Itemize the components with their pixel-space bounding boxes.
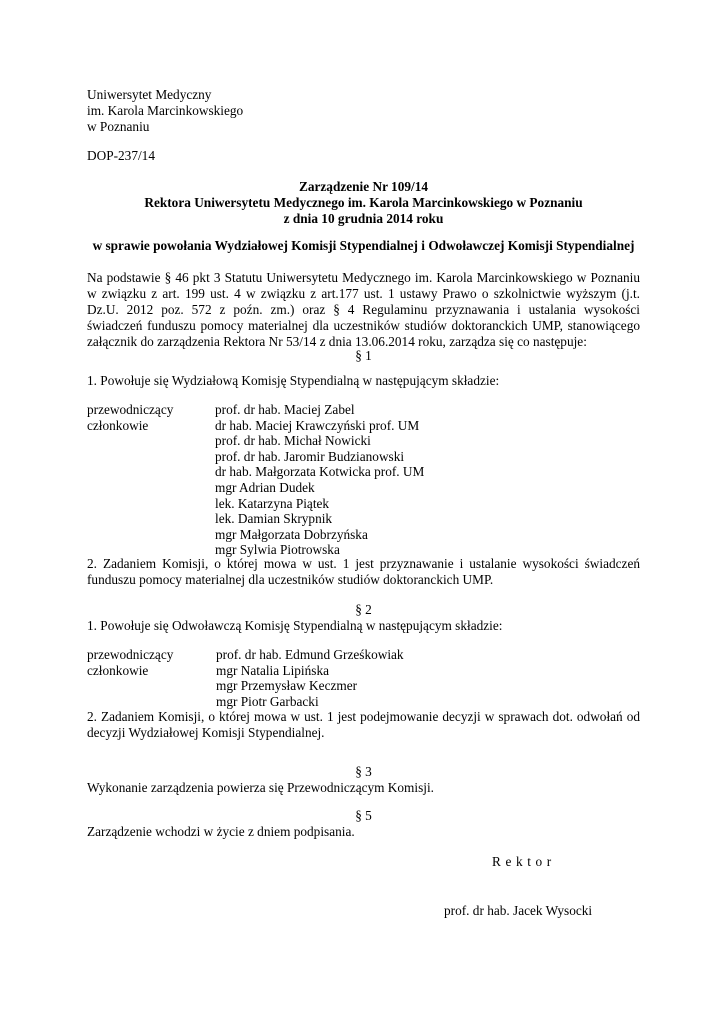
university-header [87, 87, 640, 135]
member-row [87, 663, 640, 679]
signature-name: prof. dr hab. Jacek Wysocki [444, 903, 593, 918]
member-row [87, 496, 640, 512]
member-row [87, 402, 640, 418]
member-name: prof. dr hab. Edmund Grześkowiak [216, 647, 404, 662]
preamble-line: w związku z art. 199 ust. 4 w związku z art.177 ust. 1 ustawy Prawo o szkolnictwie wyższym (j.t. [87, 286, 640, 301]
member-row [87, 694, 640, 710]
member-row [87, 647, 640, 663]
member-name: prof. dr hab. Maciej Zabel [215, 402, 355, 417]
member-name: lek. Damian Skrypnik [215, 511, 333, 527]
preamble-line: załącznik do zarządzenia Rektora Nr 53/14 z dnia 13.06.2014 roku, zarządza się co następuje: [87, 334, 587, 349]
signature-title: Rektor [492, 854, 556, 869]
title-line: Zarządzenie Nr 109/14 [298, 179, 428, 194]
member-role: członkowie [87, 662, 149, 678]
member-name: mgr Natalia Lipińska [216, 662, 329, 678]
member-row [87, 464, 640, 480]
section-2-heading: § 2 [355, 602, 372, 617]
member-name: lek. Katarzyna Piątek [215, 495, 330, 511]
section-2-intro: 1. Powołuje się Odwoławczą Komisję Stypendialną w następującym składzie: [87, 618, 503, 633]
member-name: mgr Sylwia Piotrowska [215, 542, 340, 558]
member-row [87, 449, 640, 465]
preamble [87, 270, 640, 350]
member-name: prof. dr hab. Jaromir Budzianowski [215, 448, 405, 464]
university-line: im. Karola Marcinkowskiego [87, 103, 244, 118]
section-1-task [87, 556, 640, 588]
member-row [87, 527, 640, 543]
member-name: mgr Adrian Dudek [215, 479, 315, 495]
section-1-heading: § 1 [355, 348, 372, 363]
task-line: decyzji Wydziałowej Komisji Stypendialnej. [87, 725, 325, 740]
member-row [87, 433, 640, 449]
member-row [87, 418, 640, 434]
member-name: dr hab. Małgorzata Kotwicka prof. UM [215, 464, 425, 480]
task-line: 2. Zadaniem Komisji, o której mowa w ust. 1 jest podejmowanie decyzji w sprawach dot. odwołań od [87, 709, 640, 724]
preamble-line: Dz.U. 2012 poz. 572 z poźn. zm.) oraz § 4 Regulaminu przyznawania i ustalania wysokości [87, 302, 640, 317]
member-name: mgr Małgorzata Dobrzyńska [215, 526, 368, 542]
member-row [87, 678, 640, 694]
section-1-intro: 1. Powołuje się Wydziałową Komisję Stypendialną w następującym składzie: [87, 373, 500, 388]
section-2-members [87, 647, 640, 709]
title-line: z dnia 10 grudnia 2014 roku [283, 211, 444, 226]
doc-number: DOP-237/14 [87, 148, 155, 163]
member-name: prof. dr hab. Michał Nowicki [215, 433, 371, 449]
section-2-task [87, 709, 640, 741]
member-row [87, 480, 640, 496]
section-5-heading: § 5 [355, 808, 372, 823]
section-5-text: Zarządzenie wchodzi w życie z dniem podpisania. [87, 824, 355, 839]
document-title [87, 179, 640, 227]
member-name: mgr Przemysław Keczmer [216, 678, 358, 694]
university-line: Uniwersytet Medyczny [87, 87, 212, 102]
section-3-heading: § 3 [355, 764, 372, 779]
member-row [87, 511, 640, 527]
preamble-line: świadczeń funduszu pomocy materialnej dla uczestników studiów doktoranckich UMP, stanowiącego [87, 318, 640, 333]
university-line: w Poznaniu [87, 119, 150, 134]
task-line: 2. Zadaniem Komisji, o której mowa w ust. 1 jest przyznawanie i ustalanie wysokości świadczeń [87, 556, 640, 571]
member-role: członkowie [87, 417, 149, 433]
title-line: Rektora Uniwersytetu Medycznego im. Karola Marcinkowskiego w Poznaniu [144, 195, 583, 210]
section-1-members [87, 402, 640, 558]
document-subject: w sprawie powołania Wydziałowej Komisji Stypendialnej i Odwoławczej Komisji Stypendialnej [92, 238, 635, 253]
member-role: przewodniczący [87, 402, 174, 417]
preamble-line: Na podstawie § 46 pkt 3 Statutu Uniwersytetu Medycznego im. Karola Marcinkowskiego w Poznaniu [87, 270, 640, 285]
task-line: funduszu pomocy materialnej dla uczestników studiów doktoranckich UMP. [87, 572, 494, 587]
member-role: przewodniczący [87, 647, 174, 662]
member-name: dr hab. Maciej Krawczyński prof. UM [215, 417, 420, 433]
member-name: mgr Piotr Garbacki [216, 693, 319, 709]
section-3-text: Wykonanie zarządzenia powierza się Przewodniczącym Komisji. [87, 780, 434, 795]
